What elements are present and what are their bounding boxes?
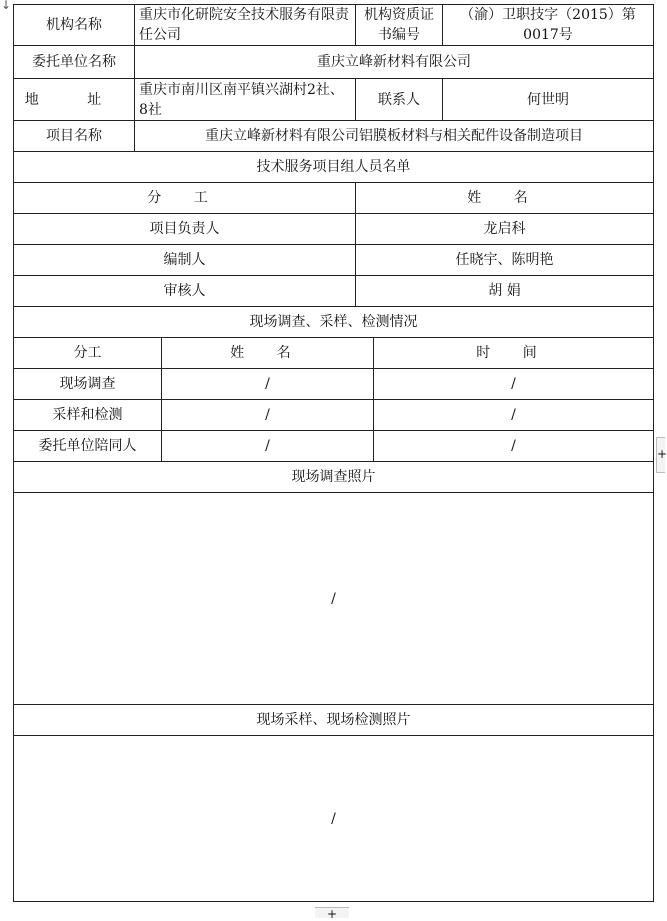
column-insert-handle[interactable] <box>315 907 349 921</box>
field-time: / <box>374 369 654 400</box>
team-title: 技术服务项目组人员名单 <box>14 152 654 183</box>
team-name: 胡 娟 <box>356 276 654 307</box>
row-insert-handle[interactable] <box>656 437 665 473</box>
table-row <box>14 307 654 338</box>
cert-label: 机构资质证书编号 <box>356 5 443 46</box>
table-row <box>14 276 654 307</box>
table-row <box>14 79 654 121</box>
field-role: 委托单位陪同人 <box>14 431 162 462</box>
field-name: / <box>162 431 374 462</box>
table-row <box>14 462 654 493</box>
survey-photo-title: 现场调查照片 <box>14 462 654 493</box>
team-role: 项目负责人 <box>14 214 356 245</box>
table-row <box>14 183 654 214</box>
plus-icon: + <box>326 907 338 921</box>
table-row <box>14 152 654 183</box>
field-title: 现场调查、采样、检测情况 <box>14 307 654 338</box>
table-row <box>14 338 654 369</box>
project-label: 项目名称 <box>14 121 135 152</box>
table-row <box>14 705 654 736</box>
table-row <box>14 46 654 79</box>
field-role: 采样和检测 <box>14 400 162 431</box>
project-value: 重庆立峰新材料有限公司铝膜板材料与相关配件设备制造项目 <box>135 121 654 152</box>
table-row <box>14 431 654 462</box>
address-label: 地 址 <box>14 79 135 121</box>
plus-icon: + <box>657 447 667 461</box>
team-name: 任晓宇、陈明艳 <box>356 245 654 276</box>
table-row <box>14 736 654 902</box>
document-page <box>13 4 653 902</box>
table-row <box>14 400 654 431</box>
team-role: 审核人 <box>14 276 356 307</box>
table-row <box>14 369 654 400</box>
client-label: 委托单位名称 <box>14 46 135 79</box>
field-time: / <box>374 400 654 431</box>
table-row <box>14 5 654 46</box>
table-row <box>14 214 654 245</box>
sampling-photo-area: / <box>14 736 654 902</box>
address-value: 重庆市南川区南平镇兴湖村2社、8社 <box>135 79 356 121</box>
service-info-table <box>13 4 654 902</box>
field-name: / <box>162 369 374 400</box>
org-label: 机构名称 <box>14 5 135 46</box>
contact-value: 何世明 <box>443 79 654 121</box>
field-role: 现场调查 <box>14 369 162 400</box>
org-value: 重庆市化研院安全技术服务有限责任公司 <box>135 5 356 46</box>
client-value: 重庆立峰新材料有限公司 <box>135 46 654 79</box>
field-col-name: 姓 名 <box>162 338 374 369</box>
sampling-photo-title: 现场采样、现场检测照片 <box>14 705 654 736</box>
contact-label: 联系人 <box>356 79 443 121</box>
team-col-name: 姓 名 <box>356 183 654 214</box>
team-role: 编制人 <box>14 245 356 276</box>
survey-photo-area: / <box>14 493 654 705</box>
field-col-role: 分工 <box>14 338 162 369</box>
table-row <box>14 245 654 276</box>
table-move-icon[interactable]: ↓ <box>1 0 12 12</box>
field-name: / <box>162 400 374 431</box>
team-col-role: 分 工 <box>14 183 356 214</box>
field-time: / <box>374 431 654 462</box>
field-col-time: 时 间 <box>374 338 654 369</box>
table-row <box>14 121 654 152</box>
table-row <box>14 493 654 705</box>
cert-value: （渝）卫职技字（2015）第0017号 <box>443 5 654 46</box>
team-name: 龙启科 <box>356 214 654 245</box>
